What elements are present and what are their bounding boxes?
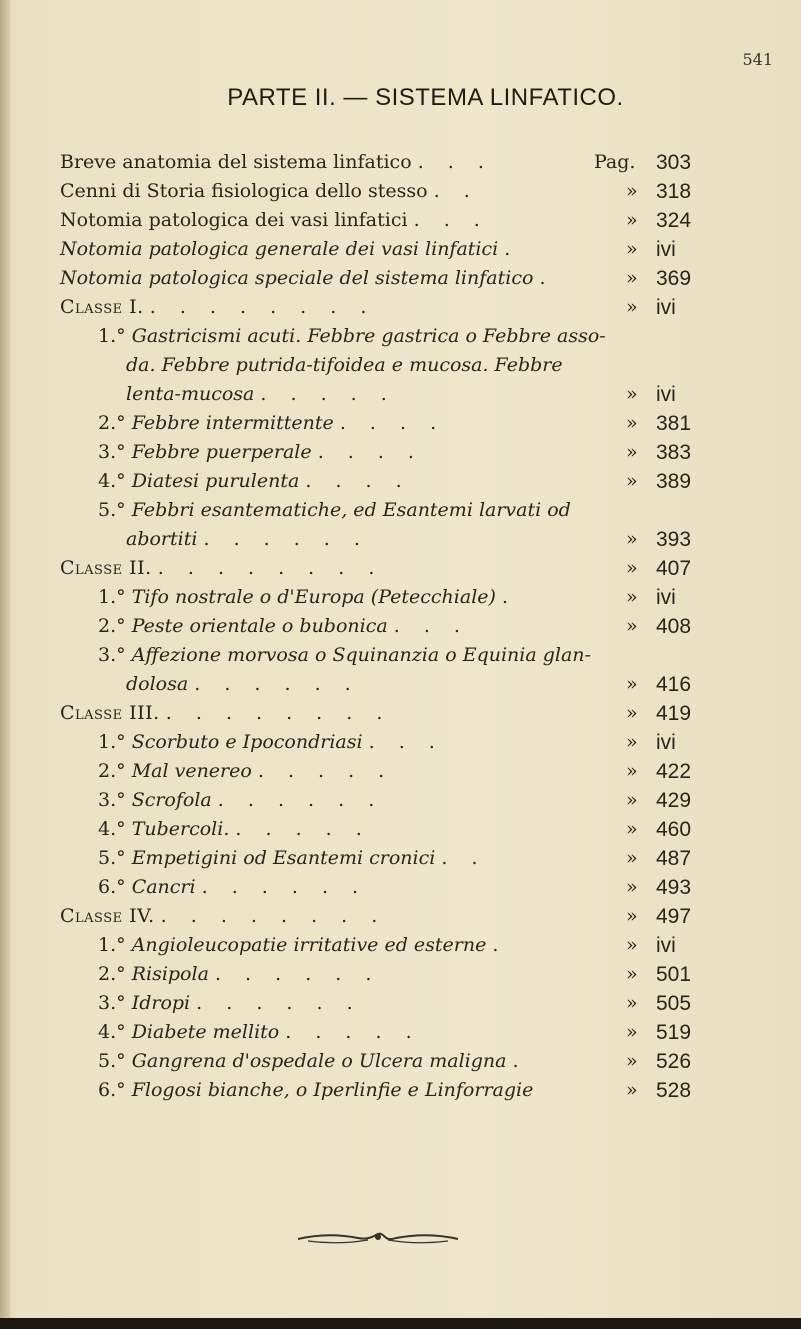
toc-entry-label xyxy=(98,815,371,844)
toc-entry xyxy=(60,728,750,757)
toc-entry-label xyxy=(98,1018,421,1047)
toc-leader-dots: . . . . xyxy=(317,441,423,463)
toc-entry-number: 4.° xyxy=(98,818,126,840)
toc-entry xyxy=(60,1076,750,1105)
toc-entry-label xyxy=(98,931,507,960)
toc-page-number: 408 xyxy=(656,615,692,638)
toc-page-marker: » xyxy=(626,702,638,724)
toc-page-marker: » xyxy=(626,180,638,202)
toc-page-marker: » xyxy=(626,934,638,956)
toc-entry-number: 2.° xyxy=(98,615,126,637)
toc-page-marker: » xyxy=(626,238,638,260)
toc-entry-label xyxy=(98,438,423,467)
toc-entry xyxy=(60,496,750,525)
toc-entry-number: 1.° xyxy=(98,731,126,753)
toc-entry-title: Breve anatomia del sistema linfatico xyxy=(60,151,412,173)
toc-entry-label xyxy=(126,525,369,554)
toc-entry-number: 1.° xyxy=(98,586,126,608)
toc-page-number: 318 xyxy=(656,180,692,203)
toc-leader-dots: . . . . . xyxy=(285,1021,421,1043)
toc-page-marker: » xyxy=(626,267,638,289)
toc-entry xyxy=(60,757,750,786)
toc-entry-title: Scorbuto e Ipocondriasi xyxy=(131,731,363,753)
toc-entry xyxy=(60,583,750,612)
toc-entry-label xyxy=(60,293,375,322)
toc-entry-title: Affezione morvosa o Squinanzia o Equinia glan- xyxy=(131,644,591,666)
toc-entry-title: dolosa xyxy=(126,673,189,695)
toc-entry-number: 3.° xyxy=(98,789,126,811)
toc-entry-label xyxy=(60,177,479,206)
toc-page-number: 493 xyxy=(656,876,692,899)
toc-entry-title: Febbre puerperale xyxy=(131,441,312,463)
toc-entry-title: Classe I. xyxy=(60,296,144,318)
toc-entry xyxy=(60,554,750,583)
toc-entry-title: Febbri esantematiche, ed Esantemi larvati od xyxy=(131,499,571,521)
toc-page-number: 303 xyxy=(656,151,692,174)
toc-entry-number: 3.° xyxy=(98,441,126,463)
toc-entry-title: abortiti xyxy=(126,528,198,550)
toc-entry-title: Gastricismi acuti. Febbre gastrica o Febbre asso- xyxy=(131,325,606,347)
toc-leader-dots: . . . xyxy=(368,731,444,753)
toc-leader-dots: . . . xyxy=(413,209,489,231)
toc-entry-label xyxy=(60,148,493,177)
toc-page-marker: » xyxy=(626,731,638,753)
toc-entry-number: 2.° xyxy=(98,963,126,985)
toc-page-number: 422 xyxy=(656,760,692,783)
toc-page-number: 419 xyxy=(656,702,692,725)
toc-entry-number: 3.° xyxy=(98,644,126,666)
toc-entry-label xyxy=(126,670,360,699)
toc-entry xyxy=(60,989,750,1018)
toc-entry-label xyxy=(98,960,380,989)
toc-leader-dots: . . . . . . . . xyxy=(165,702,392,724)
toc-entry-title: Empetigini od Esantemi cronici xyxy=(131,847,436,869)
toc-entry xyxy=(60,960,750,989)
toc-entry-label xyxy=(60,206,489,235)
toc-entry-label xyxy=(98,757,393,786)
section-heading: PARTE II. — SISTEMA LINFATICO. xyxy=(227,84,624,111)
toc-entry-number: 1.° xyxy=(98,325,126,347)
toc-entry xyxy=(60,1018,750,1047)
toc-entry xyxy=(60,322,750,351)
toc-page-marker: » xyxy=(626,209,638,231)
toc-leader-dots: . . . . . xyxy=(235,818,371,840)
toc-page-number: ivi xyxy=(656,296,676,319)
toc-page-marker: » xyxy=(626,615,638,637)
toc-entry-number: 3.° xyxy=(98,992,126,1014)
toc-page-number: 526 xyxy=(656,1050,692,1073)
toc-page-number: 389 xyxy=(656,470,692,493)
toc-entry-label xyxy=(98,641,591,670)
toc-leader-dots: . . . . . . . . xyxy=(157,557,384,579)
toc-entry xyxy=(60,815,750,844)
toc-page-marker: » xyxy=(626,673,638,695)
toc-page-number: 501 xyxy=(656,963,692,986)
toc-entry-title: Notomia patologica dei vasi linfatici xyxy=(60,209,408,231)
toc-page-number: ivi xyxy=(656,586,676,609)
toc-leader-dots: . . . . . . xyxy=(201,876,368,898)
toc-entry xyxy=(60,670,750,699)
toc-page-number: 369 xyxy=(656,267,692,290)
toc-entry-number: 4.° xyxy=(98,470,126,492)
page-binding-edge xyxy=(0,0,10,1329)
toc-entry-title: Tifo nostrale o d'Europa (Petecchiale) xyxy=(131,586,496,608)
toc-entry-label xyxy=(98,322,606,351)
toc-entry-title: Cancri xyxy=(131,876,196,898)
toc-entry xyxy=(60,699,750,728)
toc-entry-title: Flogosi bianche, o Iperlinfie e Linforragie xyxy=(131,1079,534,1101)
toc-entry-title: Notomia patologica generale dei vasi linfatici xyxy=(60,238,499,260)
toc-page-marker: » xyxy=(626,847,638,869)
toc-leader-dots: . . xyxy=(433,180,479,202)
toc-entry-title: Classe IV. xyxy=(60,905,155,927)
toc-entry xyxy=(60,264,750,293)
toc-page-marker: » xyxy=(626,528,638,550)
toc-page-marker: » xyxy=(626,296,638,318)
toc-entry-label xyxy=(60,699,391,728)
toc-entry-title: Notomia patologica speciale del sistema linfatico xyxy=(60,267,534,289)
toc-entry-label xyxy=(98,786,383,815)
toc-entry-title: Angioleucopatie irritative ed esterne xyxy=(131,934,487,956)
toc-page-number: 528 xyxy=(656,1079,692,1102)
toc-page-marker: » xyxy=(626,1050,638,1072)
toc-page-number: 324 xyxy=(656,209,692,232)
toc-page-number: ivi xyxy=(656,731,676,754)
toc-entry-label xyxy=(98,1047,528,1076)
toc-entry-label xyxy=(98,612,469,641)
toc-leader-dots: . . xyxy=(441,847,487,869)
toc-entry xyxy=(60,235,750,264)
toc-entry xyxy=(60,525,750,554)
toc-page-number: 460 xyxy=(656,818,692,841)
toc-entry-number: 5.° xyxy=(98,499,126,521)
toc-entry-label xyxy=(60,264,555,293)
toc-entry-label xyxy=(60,554,383,583)
toc-entry-title: Risipola xyxy=(131,963,209,985)
toc-entry-label xyxy=(126,351,563,380)
toc-entry xyxy=(60,409,750,438)
toc-entry-title: Diatesi purulenta xyxy=(131,470,300,492)
toc-entry xyxy=(60,844,750,873)
toc-leader-dots: . xyxy=(504,238,520,260)
toc-page-marker: » xyxy=(626,992,638,1014)
toc-entry-label xyxy=(98,1076,533,1105)
toc-leader-dots: . . . xyxy=(393,615,469,637)
toc-entry-number: 2.° xyxy=(98,760,126,782)
toc-leader-dots: . . . . xyxy=(339,412,446,434)
toc-entry-number: 1.° xyxy=(98,934,126,956)
toc-entry xyxy=(60,467,750,496)
toc-entry xyxy=(60,931,750,960)
toc-entry-label xyxy=(98,496,571,525)
toc-leader-dots: . xyxy=(492,934,508,956)
toc-leader-dots: . . . . . xyxy=(260,383,396,405)
table-of-contents xyxy=(60,148,750,1105)
toc-page-marker: » xyxy=(626,383,638,405)
toc-entry-label xyxy=(60,902,386,931)
toc-page-marker: » xyxy=(626,1021,638,1043)
toc-leader-dots: . xyxy=(512,1050,528,1072)
toc-page-number: 381 xyxy=(656,412,692,435)
toc-leader-dots: . . . . . . . . xyxy=(160,905,387,927)
toc-page-number: 383 xyxy=(656,441,692,464)
toc-leader-dots: . . . . . xyxy=(257,760,394,782)
toc-page-marker: » xyxy=(626,760,638,782)
toc-page-number: ivi xyxy=(656,238,676,261)
toc-leader-dots: . xyxy=(501,586,518,608)
toc-entry-title: Tubercoli. xyxy=(131,818,230,840)
toc-entry-number: 5.° xyxy=(98,847,126,869)
toc-entry xyxy=(60,612,750,641)
toc-entry-title: Diabete mellito xyxy=(131,1021,280,1043)
toc-page-number: ivi xyxy=(656,383,676,406)
toc-page-marker: » xyxy=(626,441,638,463)
toc-leader-dots: . . . . . . xyxy=(194,673,360,695)
toc-page-number: 487 xyxy=(656,847,692,870)
toc-page-number: 407 xyxy=(656,557,692,580)
toc-entry xyxy=(60,1047,750,1076)
toc-entry-title: Peste orientale o bubonica xyxy=(131,615,388,637)
toc-page-marker: » xyxy=(626,412,638,434)
toc-entry-label xyxy=(60,235,519,264)
toc-leader-dots: . . . . . . xyxy=(203,528,369,550)
toc-page-marker: » xyxy=(626,818,638,840)
toc-leader-dots: . . . . . . xyxy=(217,789,384,811)
toc-leader-dots: . . . . . . xyxy=(196,992,362,1014)
toc-entry xyxy=(60,148,750,177)
toc-entry-number: 5.° xyxy=(98,1050,126,1072)
toc-leader-dots: . . . . . . xyxy=(214,963,381,985)
toc-entry-title: Gangrena d'ospedale o Ulcera maligna xyxy=(131,1050,507,1072)
toc-page-marker: » xyxy=(626,789,638,811)
toc-leader-dots: . . . xyxy=(417,151,493,173)
toc-entry-label xyxy=(98,873,367,902)
toc-entry-title: da. Febbre putrida-tifoidea e mucosa. Febbre xyxy=(126,354,563,376)
toc-entry xyxy=(60,786,750,815)
ornament-divider-icon xyxy=(288,1228,468,1248)
toc-page-number: 497 xyxy=(656,905,692,928)
toc-entry xyxy=(60,380,750,409)
toc-page-marker: » xyxy=(626,963,638,985)
toc-entry-title: Classe II. xyxy=(60,557,152,579)
toc-entry-label xyxy=(98,583,517,612)
toc-entry xyxy=(60,902,750,931)
toc-entry-title: Febbre intermittente xyxy=(131,412,334,434)
toc-entry xyxy=(60,177,750,206)
toc-entry xyxy=(60,351,750,380)
toc-leader-dots: . xyxy=(539,267,555,289)
toc-page-marker: » xyxy=(626,557,638,579)
toc-page-marker: » xyxy=(626,470,638,492)
toc-leader-dots: . . . . . . . . xyxy=(149,296,376,318)
toc-entry xyxy=(60,641,750,670)
toc-page-marker: Pag. xyxy=(594,151,636,173)
toc-page-number: ivi xyxy=(656,934,676,957)
toc-page-marker: » xyxy=(626,905,638,927)
toc-entry xyxy=(60,438,750,467)
toc-entry-title: Cenni di Storia fisiologica dello stesso xyxy=(60,180,428,202)
toc-entry-title: lenta-mucosa xyxy=(126,383,255,405)
toc-entry-label xyxy=(98,728,444,757)
toc-entry-label xyxy=(98,467,411,496)
toc-entry-number: 6.° xyxy=(98,1079,126,1101)
toc-entry-title: Mal venereo xyxy=(131,760,252,782)
toc-entry-number: 2.° xyxy=(98,412,126,434)
toc-entry-label xyxy=(98,844,487,873)
toc-entry xyxy=(60,206,750,235)
toc-entry-title: Scrofola xyxy=(131,789,212,811)
page-bottom-edge xyxy=(0,1318,801,1329)
toc-page-number: 519 xyxy=(656,1021,692,1044)
toc-entry xyxy=(60,873,750,902)
toc-entry-number: 4.° xyxy=(98,1021,126,1043)
toc-page-number: 416 xyxy=(656,673,692,696)
toc-page-number: 393 xyxy=(656,528,692,551)
toc-page-number: 429 xyxy=(656,789,692,812)
toc-entry-title: Idropi xyxy=(131,992,191,1014)
toc-entry-label xyxy=(98,409,445,438)
toc-page-number: 505 xyxy=(656,992,692,1015)
toc-page-marker: » xyxy=(626,1079,638,1101)
toc-entry-label xyxy=(98,989,362,1018)
toc-entry-title: Classe III. xyxy=(60,702,160,724)
toc-entry xyxy=(60,293,750,322)
toc-page-marker: » xyxy=(626,586,638,608)
toc-entry-label xyxy=(126,380,396,409)
page-number: 541 xyxy=(742,50,773,69)
toc-page-marker: » xyxy=(626,876,638,898)
toc-leader-dots: . . . . xyxy=(305,470,411,492)
toc-entry-number: 6.° xyxy=(98,876,126,898)
